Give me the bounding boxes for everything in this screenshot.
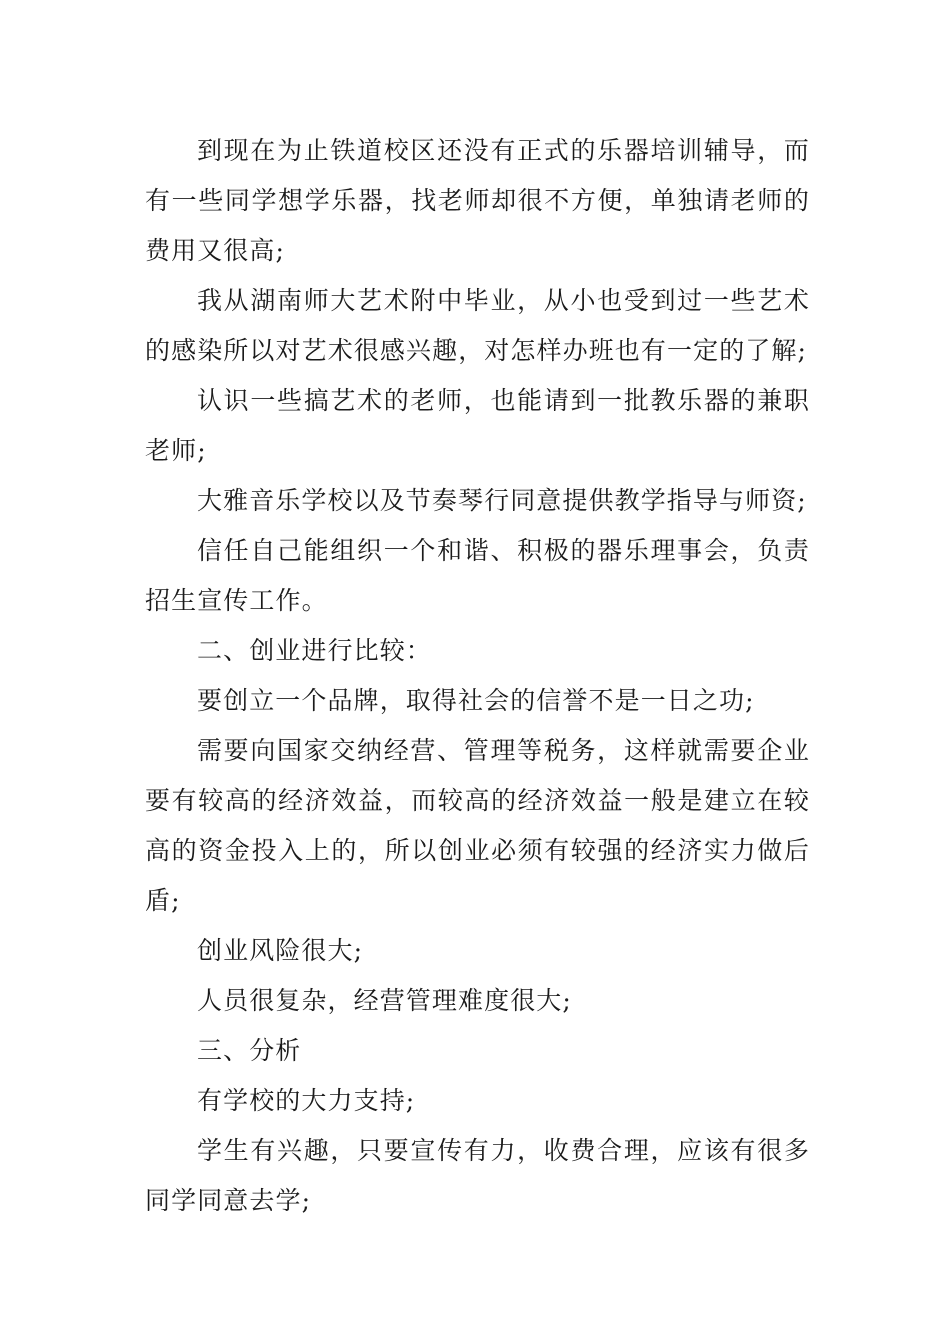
section-heading-3: 三、分析 <box>197 1036 302 1065</box>
section-heading-2: 二、创业进行比较： <box>197 636 432 665</box>
document-body <box>145 126 810 1226</box>
paragraph-3: 认识一些搞艺术的老师，也能请到一批教乐器的兼职老师; <box>145 386 810 465</box>
paragraph-5: 信任自己能组织一个和谐、积极的器乐理事会，负责招生宣传工作。 <box>145 536 810 615</box>
paragraph-8: 创业风险很大; <box>197 936 364 965</box>
paragraph-11: 学生有兴趣，只要宣传有力，收费合理，应该有很多同学同意去学; <box>145 1136 810 1215</box>
paragraph-2: 我从湖南师大艺术附中毕业，从小也受到过一些艺术的感染所以对艺术很感兴趣，对怎样办班也有一定的了解; <box>145 286 810 365</box>
paragraph-6: 要创立一个品牌，取得社会的信誉不是一日之功; <box>197 686 755 715</box>
paragraph-1: 到现在为止铁道校区还没有正式的乐器培训辅导，而有一些同学想学乐器，找老师却很不方便，单独请老师的费用又很高; <box>145 136 810 265</box>
paragraph-10: 有学校的大力支持; <box>197 1086 416 1115</box>
paragraph-9: 人员很复杂，经营管理难度很大; <box>197 986 572 1015</box>
paragraph-4: 大雅音乐学校以及节奏琴行同意提供教学指导与师资; <box>197 486 807 515</box>
paragraph-7: 需要向国家交纳经营、管理等税务，这样就需要企业要有较高的经济效益，而较高的经济效益一般是建立在较高的资金投入上的，所以创业必须有较强的经济实力做后盾; <box>145 736 810 915</box>
